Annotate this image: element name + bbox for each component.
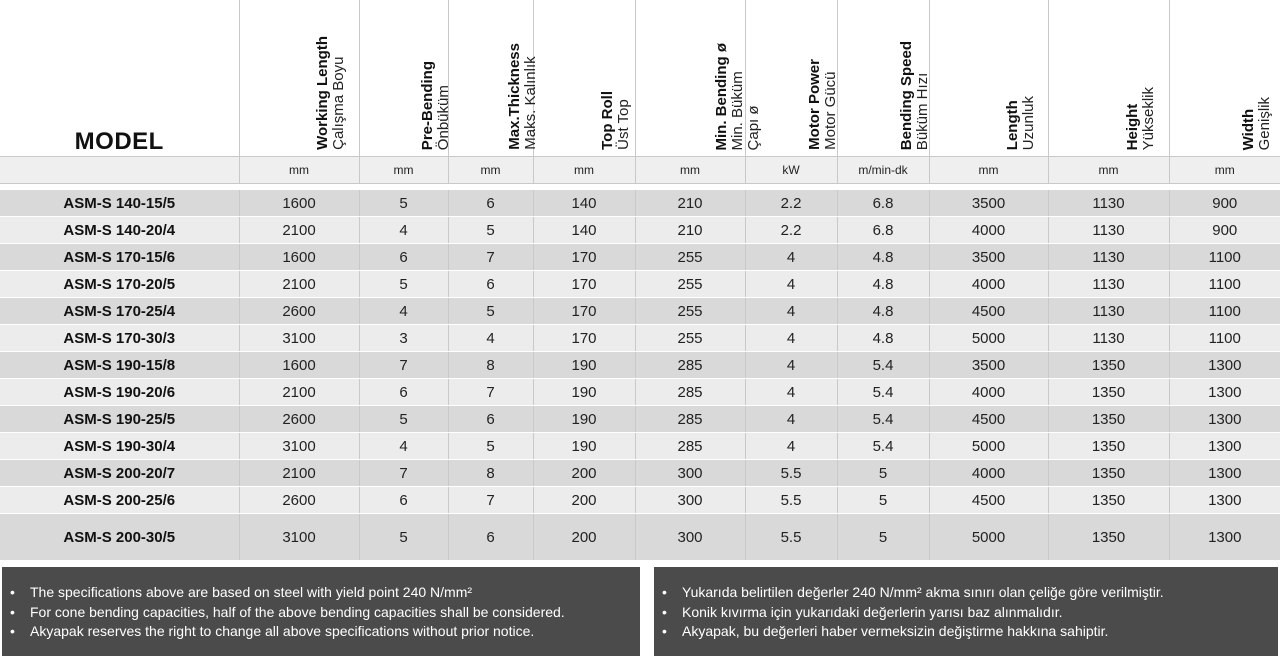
notes-english-list <box>10 583 630 642</box>
column-header-english: Working Length <box>314 36 331 150</box>
value-cell: 4 <box>745 352 837 379</box>
value-cell: 285 <box>635 352 745 379</box>
note-item <box>662 603 1268 623</box>
value-cell: 2600 <box>239 487 359 514</box>
notes-turkish-list <box>662 583 1268 642</box>
column-header <box>1048 0 1169 157</box>
value-cell: 1300 <box>1169 379 1280 406</box>
value-cell: 4.8 <box>837 244 929 271</box>
value-cell: 7 <box>448 487 533 514</box>
value-cell: 190 <box>533 406 635 433</box>
column-header <box>359 0 452 157</box>
model-cell: ASM-S 170-30/3 <box>0 325 239 352</box>
value-cell: 1300 <box>1169 406 1280 433</box>
column-header <box>745 0 837 157</box>
value-cell: 1300 <box>1169 352 1280 379</box>
value-cell: 190 <box>533 379 635 406</box>
value-cell: 140 <box>533 190 635 217</box>
value-cell: 7 <box>448 244 533 271</box>
table-row <box>0 487 1280 514</box>
value-cell: 3100 <box>239 433 359 460</box>
value-cell: 2100 <box>239 217 359 244</box>
value-cell: 4 <box>745 379 837 406</box>
column-header-turkish: Önbüküm <box>434 84 452 150</box>
value-cell: 5.5 <box>745 514 837 561</box>
note-item <box>10 583 630 603</box>
value-cell: 8 <box>448 460 533 487</box>
value-cell: 4000 <box>929 460 1048 487</box>
value-cell: 4 <box>745 433 837 460</box>
value-cell: 5.4 <box>837 433 929 460</box>
value-cell: 4 <box>745 298 837 325</box>
note-text: The specifications above are based on steel with yield point 240 N/mm² <box>30 584 473 600</box>
value-cell: 5 <box>837 514 929 561</box>
value-cell: 6 <box>448 514 533 561</box>
value-cell: 2100 <box>239 460 359 487</box>
value-cell: 5.4 <box>837 406 929 433</box>
value-cell: 4000 <box>929 217 1048 244</box>
value-cell: 5 <box>448 433 533 460</box>
value-cell: 1350 <box>1048 487 1169 514</box>
column-header-english: Width <box>1239 108 1257 150</box>
column-header <box>929 0 1048 157</box>
column-header-turkish: Yükseklik <box>1139 86 1157 150</box>
value-cell: 6.8 <box>837 217 929 244</box>
units-row <box>0 157 1280 184</box>
unit-cell: mm <box>1048 157 1169 184</box>
value-cell: 5000 <box>929 514 1048 561</box>
value-cell: 5000 <box>929 325 1048 352</box>
value-cell: 4 <box>359 217 448 244</box>
unit-cell: kW <box>745 157 837 184</box>
column-header-turkish: Motor Gücü <box>822 71 839 150</box>
column-header-turkish: Çalışma Boyu <box>330 56 347 150</box>
value-cell: 6 <box>448 190 533 217</box>
header-row <box>0 0 1280 157</box>
value-cell: 1300 <box>1169 487 1280 514</box>
model-cell: ASM-S 170-25/4 <box>0 298 239 325</box>
note-text: For cone bending capacities, half of the above bending capacities shall be considered. <box>30 603 565 620</box>
model-cell: ASM-S 190-15/8 <box>0 352 239 379</box>
unit-cell: mm <box>929 157 1048 184</box>
value-cell: 1100 <box>1169 271 1280 298</box>
value-cell: 2.2 <box>745 190 837 217</box>
model-cell: ASM-S 190-25/5 <box>0 406 239 433</box>
value-cell: 170 <box>533 298 635 325</box>
value-cell: 255 <box>635 271 745 298</box>
table-row <box>0 352 1280 379</box>
value-cell: 3 <box>359 325 448 352</box>
value-cell: 3100 <box>239 325 359 352</box>
bullet-icon: • <box>662 623 667 639</box>
value-cell: 170 <box>533 271 635 298</box>
value-cell: 255 <box>635 298 745 325</box>
value-cell: 4000 <box>929 379 1048 406</box>
value-cell: 4 <box>745 406 837 433</box>
value-cell: 5.4 <box>837 379 929 406</box>
value-cell: 5.5 <box>745 487 837 514</box>
value-cell: 2600 <box>239 406 359 433</box>
table-row <box>0 460 1280 487</box>
value-cell: 1300 <box>1169 460 1280 487</box>
unit-cell: mm <box>359 157 448 184</box>
column-header-turkish-line2: Çapı ø <box>745 104 762 150</box>
column-header <box>1169 0 1280 157</box>
value-cell: 5 <box>837 460 929 487</box>
value-cell: 1600 <box>239 244 359 271</box>
model-cell: ASM-S 190-20/6 <box>0 379 239 406</box>
value-cell: 4.8 <box>837 325 929 352</box>
value-cell: 7 <box>359 460 448 487</box>
column-header-english: Pre-Bending <box>418 60 436 150</box>
value-cell: 1350 <box>1048 406 1169 433</box>
value-cell: 210 <box>635 190 745 217</box>
table-row <box>0 298 1280 325</box>
value-cell: 200 <box>533 487 635 514</box>
value-cell: 5 <box>448 298 533 325</box>
table-row <box>0 244 1280 271</box>
value-cell: 4 <box>359 298 448 325</box>
value-cell: 2100 <box>239 271 359 298</box>
value-cell: 1130 <box>1048 190 1169 217</box>
model-cell: ASM-S 200-20/7 <box>0 460 239 487</box>
table-row <box>0 433 1280 460</box>
value-cell: 1100 <box>1169 298 1280 325</box>
value-cell: 300 <box>635 487 745 514</box>
column-header-english: Max.Thickness <box>505 43 523 150</box>
value-cell: 1350 <box>1048 352 1169 379</box>
value-cell: 1350 <box>1048 433 1169 460</box>
value-cell: 6 <box>359 379 448 406</box>
bullet-icon: • <box>10 623 15 639</box>
note-item <box>10 603 630 623</box>
value-cell: 210 <box>635 217 745 244</box>
notes-turkish <box>654 567 1278 656</box>
bullet-icon: • <box>10 584 15 600</box>
table-row <box>0 325 1280 352</box>
table-row <box>0 514 1280 561</box>
value-cell: 5 <box>448 217 533 244</box>
note-item <box>10 622 630 642</box>
value-cell: 5.5 <box>745 460 837 487</box>
value-cell: 900 <box>1169 190 1280 217</box>
unit-cell: mm <box>635 157 745 184</box>
column-header <box>239 0 359 157</box>
column-header-english: Height <box>1123 103 1141 150</box>
value-cell: 4500 <box>929 487 1048 514</box>
value-cell: 285 <box>635 406 745 433</box>
value-cell: 5 <box>359 406 448 433</box>
unit-cell: m/min-dk <box>837 157 929 184</box>
table-body <box>0 190 1280 561</box>
value-cell: 1130 <box>1048 325 1169 352</box>
value-cell: 1130 <box>1048 244 1169 271</box>
value-cell: 1300 <box>1169 514 1280 561</box>
value-cell: 1130 <box>1048 217 1169 244</box>
value-cell: 255 <box>635 244 745 271</box>
value-cell: 140 <box>533 217 635 244</box>
note-text: Akyapak reserves the right to change all above specifications without prior notice. <box>30 623 535 639</box>
value-cell: 2100 <box>239 379 359 406</box>
value-cell: 2.2 <box>745 217 837 244</box>
model-cell: ASM-S 140-20/4 <box>0 217 239 244</box>
column-header-turkish: Maks. Kalınlık <box>521 56 539 150</box>
model-header: MODEL <box>0 0 239 157</box>
column-header-turkish: Genişlik <box>1255 96 1273 150</box>
value-cell: 2600 <box>239 298 359 325</box>
value-cell: 1350 <box>1048 379 1169 406</box>
table-row <box>0 379 1280 406</box>
column-header <box>635 0 762 157</box>
value-cell: 7 <box>448 379 533 406</box>
value-cell: 5.4 <box>837 352 929 379</box>
value-cell: 900 <box>1169 217 1280 244</box>
column-header-english: Bending Speed <box>898 40 915 150</box>
value-cell: 4500 <box>929 406 1048 433</box>
value-cell: 4 <box>359 433 448 460</box>
value-cell: 200 <box>533 514 635 561</box>
value-cell: 285 <box>635 433 745 460</box>
value-cell: 5 <box>837 487 929 514</box>
value-cell: 170 <box>533 325 635 352</box>
unit-cell: mm <box>1169 157 1280 184</box>
table-row <box>0 271 1280 298</box>
column-header-english: Length <box>1003 100 1021 150</box>
value-cell: 300 <box>635 460 745 487</box>
value-cell: 285 <box>635 379 745 406</box>
column-header <box>837 0 929 157</box>
value-cell: 7 <box>359 352 448 379</box>
value-cell: 4 <box>745 271 837 298</box>
value-cell: 4 <box>745 325 837 352</box>
value-cell: 6 <box>448 271 533 298</box>
value-cell: 8 <box>448 352 533 379</box>
value-cell: 1600 <box>239 190 359 217</box>
bullet-icon: • <box>662 584 667 600</box>
value-cell: 1350 <box>1048 460 1169 487</box>
value-cell: 4000 <box>929 271 1048 298</box>
column-header <box>448 0 539 157</box>
value-cell: 5000 <box>929 433 1048 460</box>
bullet-icon: • <box>10 603 15 620</box>
value-cell: 300 <box>635 514 745 561</box>
value-cell: 6 <box>448 406 533 433</box>
note-item <box>662 622 1268 642</box>
unit-cell: mm <box>448 157 533 184</box>
column-header-turkish: Min. Büküm <box>729 70 746 150</box>
value-cell: 1100 <box>1169 325 1280 352</box>
value-cell: 6.8 <box>837 190 929 217</box>
column-header-turkish: Büküm Hızı <box>914 72 931 150</box>
value-cell: 1600 <box>239 352 359 379</box>
value-cell: 1300 <box>1169 433 1280 460</box>
value-cell: 190 <box>533 433 635 460</box>
model-cell: ASM-S 190-30/4 <box>0 433 239 460</box>
value-cell: 6 <box>359 244 448 271</box>
value-cell: 190 <box>533 352 635 379</box>
value-cell: 1350 <box>1048 514 1169 561</box>
note-text: Yukarıda belirtilen değerler 240 N/mm² akma sınırı olan çeliğe göre verilmiştir. <box>682 584 1164 600</box>
table-row <box>0 217 1280 244</box>
value-cell: 3500 <box>929 352 1048 379</box>
unit-cell: mm <box>533 157 635 184</box>
model-cell: ASM-S 140-15/5 <box>0 190 239 217</box>
value-cell: 4.8 <box>837 271 929 298</box>
value-cell: 5 <box>359 271 448 298</box>
table-row <box>0 190 1280 217</box>
table-row <box>0 406 1280 433</box>
value-cell: 255 <box>635 325 745 352</box>
column-header-turkish: Uzunluk <box>1019 95 1037 150</box>
column-header-english: Min. Bending ø <box>713 42 730 150</box>
note-text: Akyapak, bu değerleri haber vermeksizin değiştirme hakkına sahiptir. <box>682 623 1109 639</box>
value-cell: 5 <box>359 514 448 561</box>
notes-english <box>2 567 640 656</box>
column-header-english: Top Roll <box>599 91 616 150</box>
bullet-icon: • <box>662 603 667 620</box>
model-cell: ASM-S 170-15/6 <box>0 244 239 271</box>
note-item <box>662 583 1268 603</box>
value-cell: 1100 <box>1169 244 1280 271</box>
units-cell-empty <box>0 157 239 184</box>
value-cell: 1130 <box>1048 271 1169 298</box>
value-cell: 3500 <box>929 190 1048 217</box>
column-header-turkish: Üst Top <box>615 99 632 150</box>
value-cell: 4500 <box>929 298 1048 325</box>
value-cell: 6 <box>359 487 448 514</box>
value-cell: 4 <box>448 325 533 352</box>
column-header <box>533 0 635 157</box>
model-cell: ASM-S 200-30/5 <box>0 514 239 561</box>
value-cell: 200 <box>533 460 635 487</box>
value-cell: 170 <box>533 244 635 271</box>
value-cell: 1130 <box>1048 298 1169 325</box>
value-cell: 5 <box>359 190 448 217</box>
value-cell: 3100 <box>239 514 359 561</box>
note-text: Konik kıvırma için yukarıdaki değerlerin yarısı baz alınmalıdır. <box>682 603 1063 620</box>
value-cell: 4 <box>745 244 837 271</box>
unit-cell: mm <box>239 157 359 184</box>
column-header-english: Motor Power <box>806 59 823 150</box>
value-cell: 3500 <box>929 244 1048 271</box>
model-cell: ASM-S 170-20/5 <box>0 271 239 298</box>
model-cell: ASM-S 200-25/6 <box>0 487 239 514</box>
value-cell: 4.8 <box>837 298 929 325</box>
